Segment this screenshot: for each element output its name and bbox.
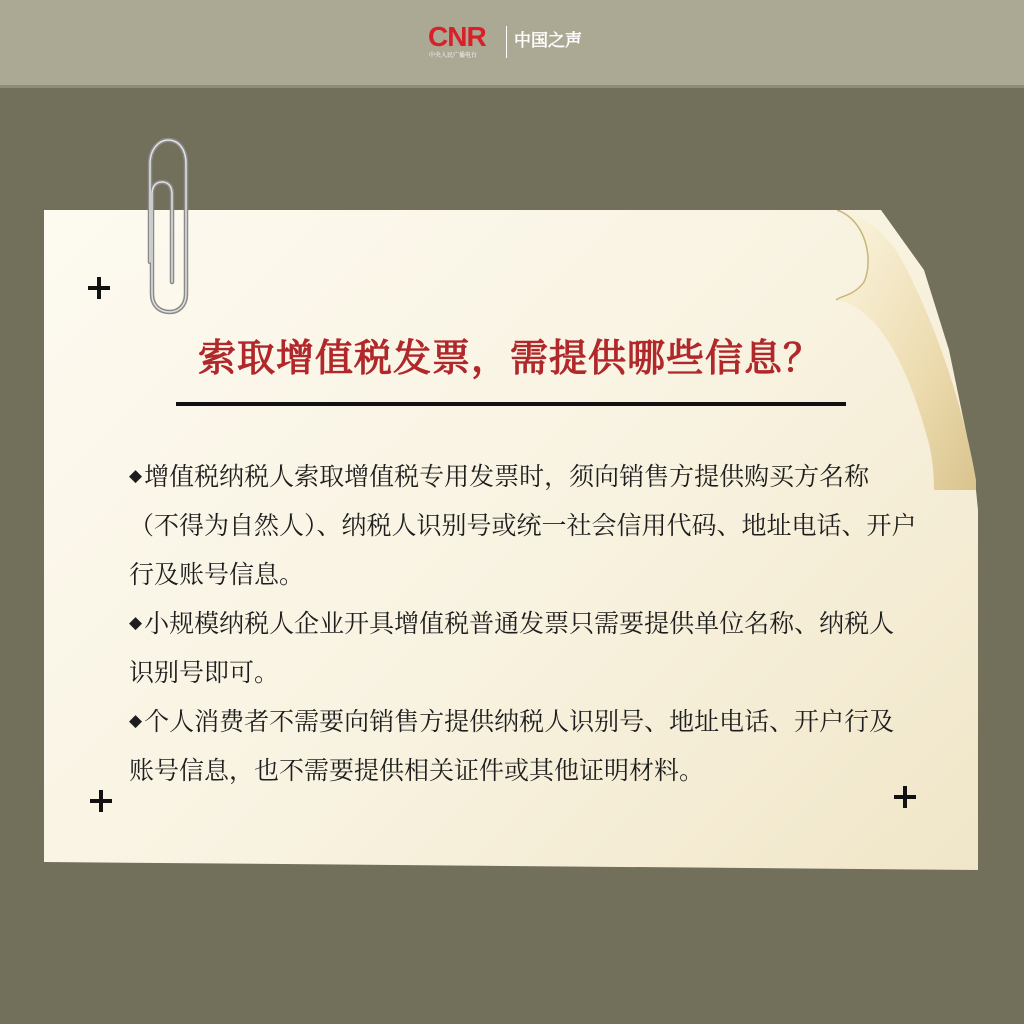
diamond-bullet-icon: ◆: [129, 466, 143, 486]
plus-mark-icon: [90, 790, 112, 812]
list-item-text: 小规模纳税人企业开具增值税普通发票只需要提供单位名称、纳税人识别号即可。: [129, 609, 895, 687]
list-item: [129, 452, 919, 599]
channel-name: 中国之声: [514, 31, 582, 51]
card-title: 索取增值税发票，需提供哪些信息？: [197, 335, 822, 380]
paperclip-icon: [128, 134, 202, 316]
plus-mark-icon: [88, 277, 110, 299]
diamond-bullet-icon: ◆: [129, 711, 143, 731]
diamond-bullet-icon: ◆: [129, 613, 143, 633]
list-item-text: 个人消费者不需要向销售方提供纳税人识别号、地址电话、开户行及账号信息，也不需要提供相关证件或其他证明材料。: [129, 707, 895, 785]
info-list: [129, 452, 919, 795]
logo-subtitle: 中央人民广播电台: [429, 52, 478, 59]
cnr-logo: [428, 22, 608, 68]
header-bar: [0, 0, 1024, 88]
title-underline: [176, 402, 846, 406]
logo-divider: [506, 26, 507, 58]
list-item-text: 增值税纳税人索取增值税专用发票时，须向销售方提供购买方名称（不得为自然人）、纳税人识别号或统一社会信用代码、地址电话、开户行及账号信息。: [129, 462, 917, 589]
list-item: [129, 599, 919, 697]
logo-text: CNR: [428, 21, 486, 52]
list-item: [129, 697, 919, 795]
